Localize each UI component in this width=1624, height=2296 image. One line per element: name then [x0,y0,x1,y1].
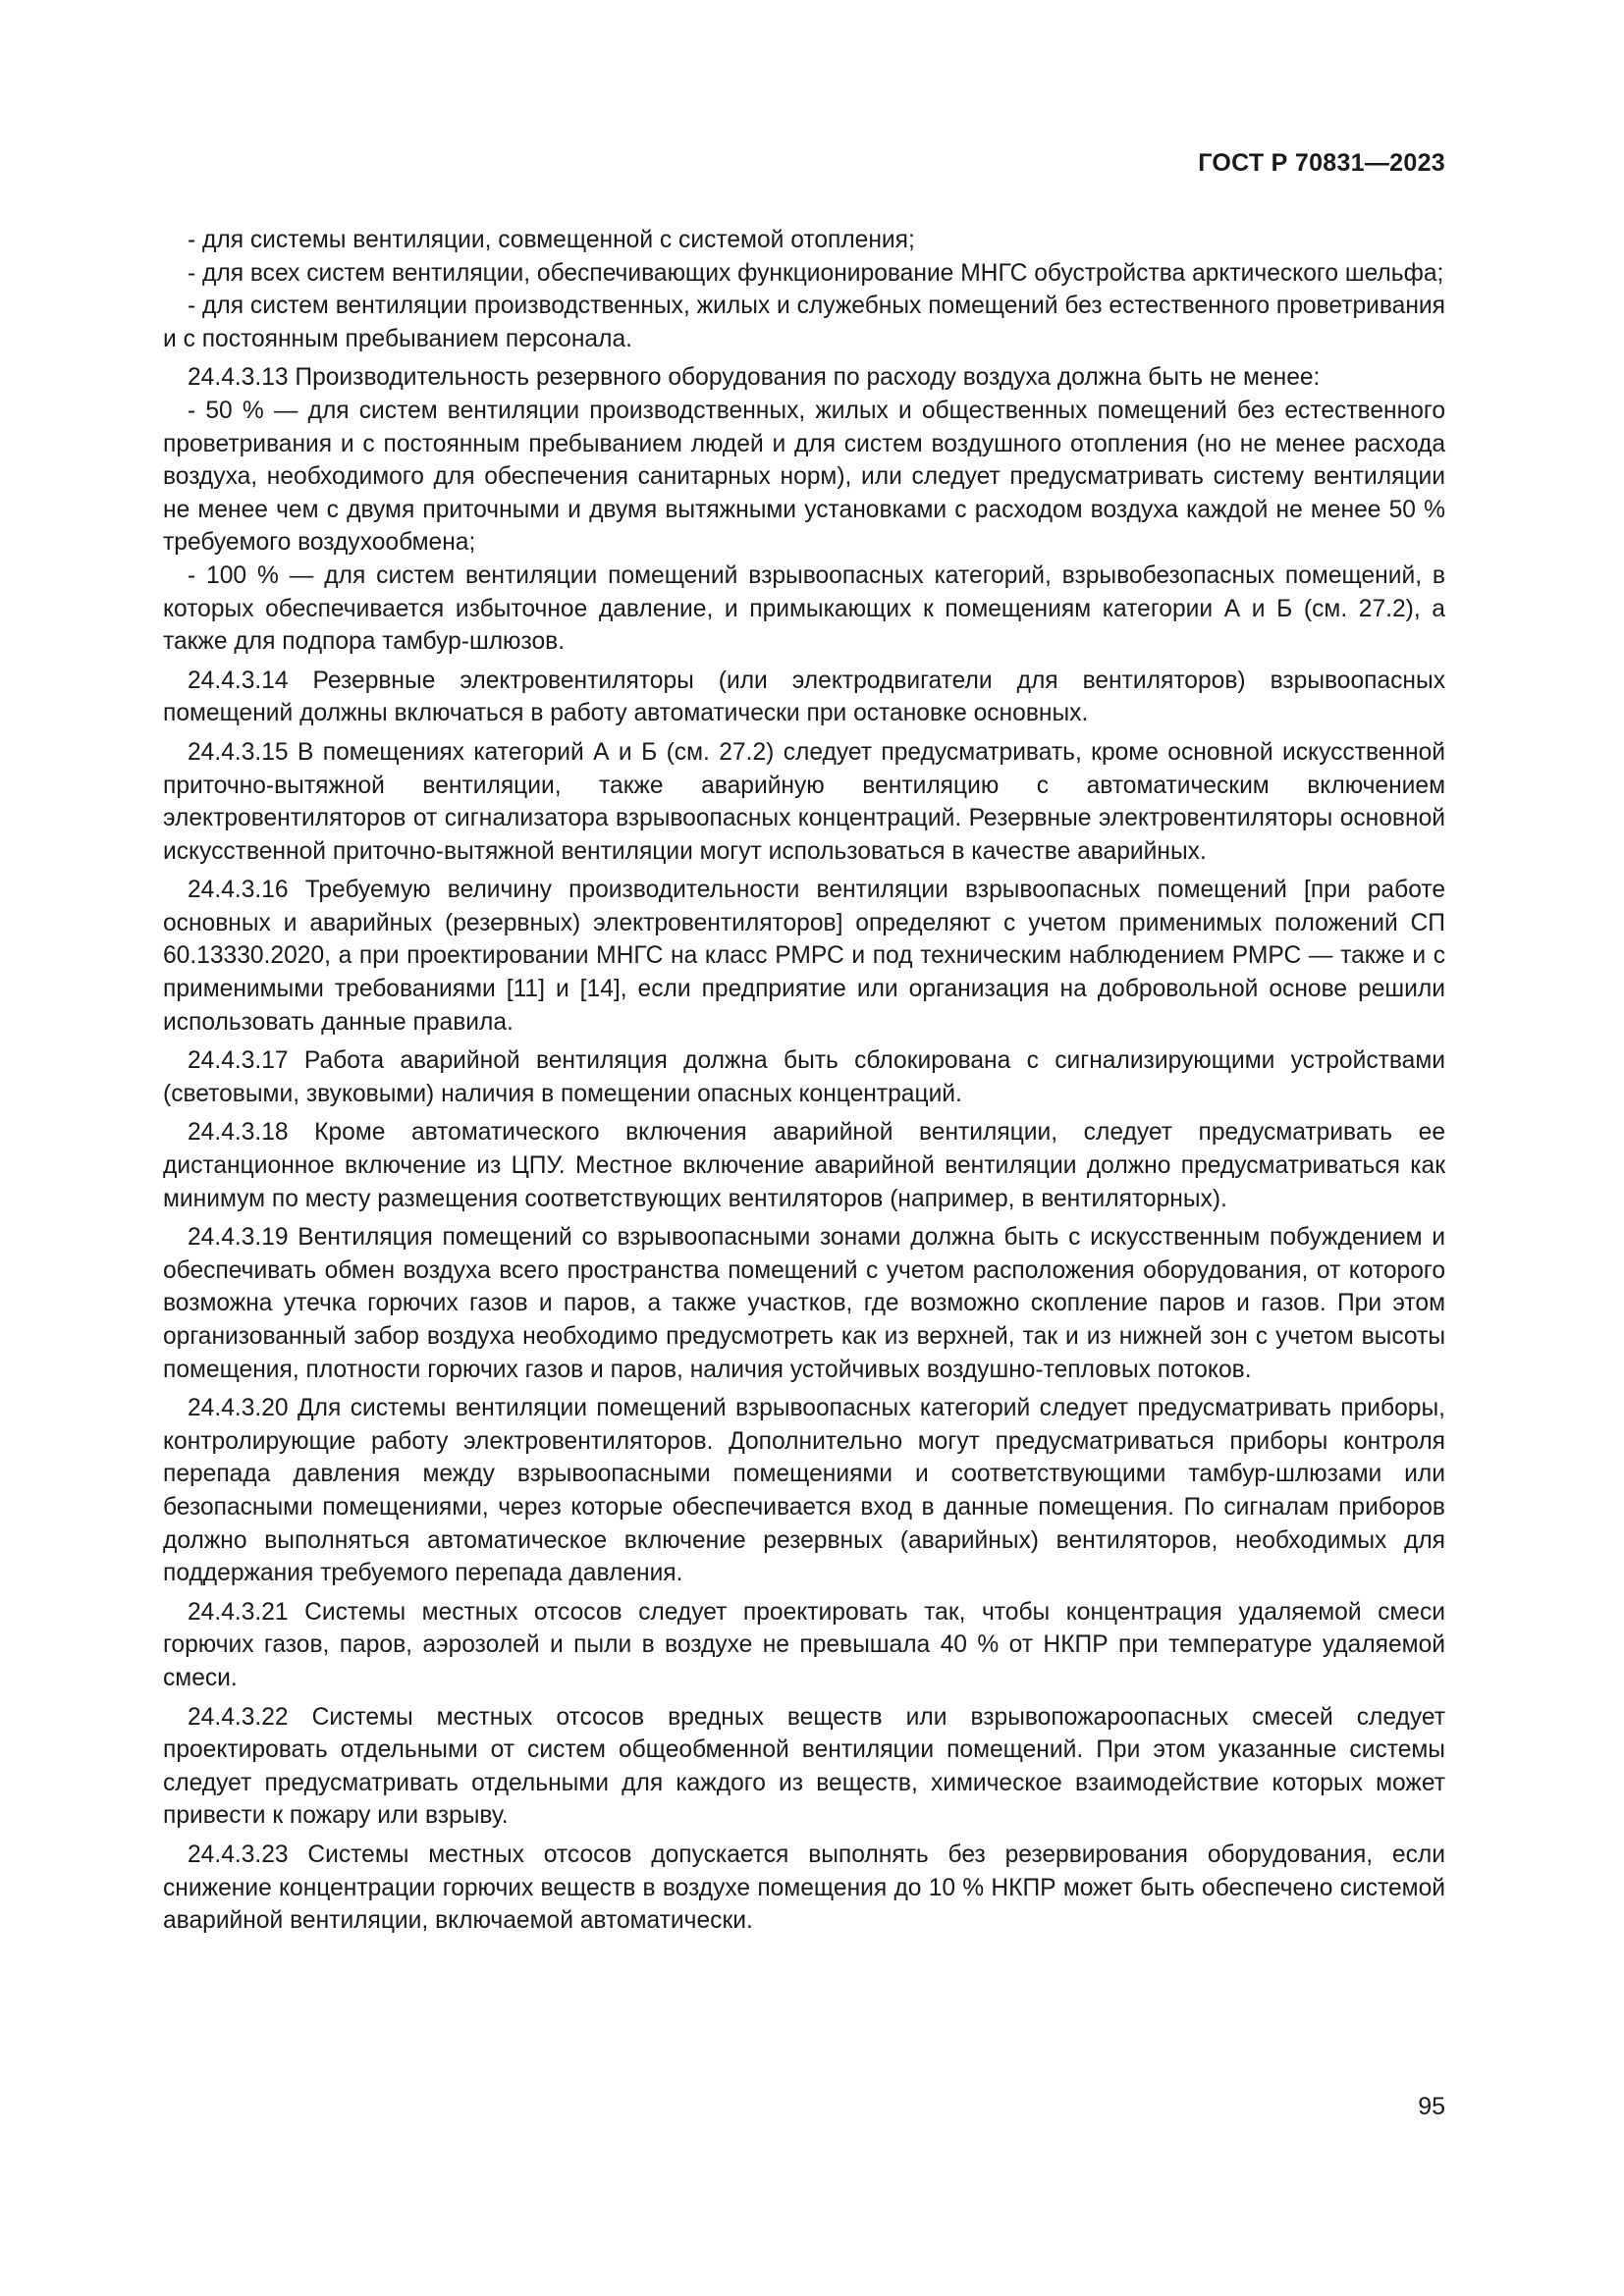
page-number: 95 [1418,2093,1445,2120]
clause-24-4-3-19: 24.4.3.19 Вентиляция помещений со взрывоопасными зонами должна быть с искусственным побуждением и обеспечивать обмен воздуха всего пространства помещений с учетом расположения оборудования, от которого возможна утечка горючих газов и паров, а также участков, где возможно скопление паров и газов. При этом организованный забор воздуха необходимо предусмотреть как из верхней, так и из нижней зон с учетом высоты помещения, плотности горючих газов и паров, наличия устойчивых воздушно-тепловых потоков. [163,1224,1445,1383]
body-text [163,224,1445,1938]
list-item: - 100 % — для систем вентиляции помещений взрывоопасных категорий, взрывобезопасных помещений, в которых обеспечивается избыточное давление, и примыкающих к помещениям категории А и Б (см. 27.2), а также для подпора тамбур-шлюзов. [163,561,1445,656]
list-item: - для всех систем вентиляции, обеспечивающих функционирование МНГС обустройства арктического шельфа; [188,259,1444,287]
clause-24-4-3-20: 24.4.3.20 Для системы вентиляции помещений взрывоопасных категорий следует предусматривать приборы, контролирующие работу электровентиляторов. Дополнительно могут предусматриваться приборы контроля перепада давления между взрывоопасными помещениями и соответствующими тамбур-шлюзами или безопасными помещениями, через которые обеспечивается вход в данные помещения. По сигналам приборов должно выполняться автоматическое включение резервных (аварийных) вентиляторов, необходимых для поддержания требуемого перепада давления. [163,1395,1445,1587]
clause-24-4-3-13: 24.4.3.13 Производительность резервного оборудования по расходу воздуха должна быть не менее: [188,364,1321,392]
standard-designation: ГОСТ Р 70831—2023 [1198,149,1445,177]
clause-24-4-3-22: 24.4.3.22 Системы местных отсосов вредных веществ или взрывопожароопасных смесей следует проектировать отдельными от систем общеобменной вентиляции помещений. При этом указанные системы следует предусматривать отдельными для каждого из веществ, химическое взаимодействие которых может привести к пожару или взрыву. [163,1703,1445,1830]
list-item: - 50 % — для систем вентиляции производственных, жилых и общественных помещений без естественного проветривания и с постоянным пребыванием людей и для систем воздушного отопления (но не менее расхода воздуха, необходимого для обеспечения санитарных норм), или следует предусматривать систему вентиляции не менее чем с двумя приточными и двумя вытяжными установками с расходом воздуха каждой не менее 50 % требуемого воздухообмена; [163,397,1445,557]
clause-24-4-3-15: 24.4.3.15 В помещениях категорий А и Б (см. 27.2) следует предусматривать, кроме основной искусственной приточно-вытяжной вентиляции, также аварийную вентиляцию с автоматическим включением электровентиляторов от сигнализатора взрывоопасных концентраций. Резервные электровентиляторы основной искусственной приточно-вытяжной вентиляции могут использоваться в качестве аварийных. [163,738,1445,865]
clause-24-4-3-18: 24.4.3.18 Кроме автоматического включения аварийной вентиляции, следует предусматривать ее дистанционное включение из ЦПУ. Местное включение аварийной вентиляции должно предусматриваться как минимум по месту размещения соответствующих вентиляторов (например, в вентиляторных). [163,1119,1445,1212]
list-item: - для систем вентиляции производственных, жилых и служебных помещений без естественного проветривания и с постоянным пребыванием персонала. [163,293,1445,352]
list-item: - для системы вентиляции, совмещенной с системой отопления; [188,227,915,253]
clause-24-4-3-14: 24.4.3.14 Резервные электровентиляторы (или электродвигатели для вентиляторов) взрывоопасных помещений должны включаться в работу автоматически при остановке основных. [163,667,1445,727]
clause-24-4-3-21: 24.4.3.21 Системы местных отсосов следует проектировать так, чтобы концентрация удаляемой смеси горючих газов, паров, аэрозолей и пыли в воздухе не превышала 40 % от НКПР при температуре удаляемой смеси. [163,1598,1445,1691]
clause-24-4-3-16: 24.4.3.16 Требуемую величину производительности вентиляции взрывоопасных помещений [при работе основных и аварийных (резервных) электровентиляторов] определяют с учетом применимых положений СП 60.13330.2020, а при проектировании МНГС на класс РМРС и под техническим наблюдением РМРС — также и с применимыми требованиями [11] и [14], если предприятие или организация на добровольной основе решили использовать данные правила. [163,877,1445,1036]
clause-24-4-3-23: 24.4.3.23 Системы местных отсосов допускается выполнять без резервирования оборудования, если снижение концентрации горючих веществ в воздухе помещения до 10 % НКПР может быть обеспечено системой аварийной вентиляции, включаемой автоматически. [163,1841,1445,1935]
clause-24-4-3-17: 24.4.3.17 Работа аварийной вентиляция должна быть сблокирована с сигнализирующими устройствами (световыми, звуковыми) наличия в помещении опасных концентраций. [163,1047,1445,1107]
